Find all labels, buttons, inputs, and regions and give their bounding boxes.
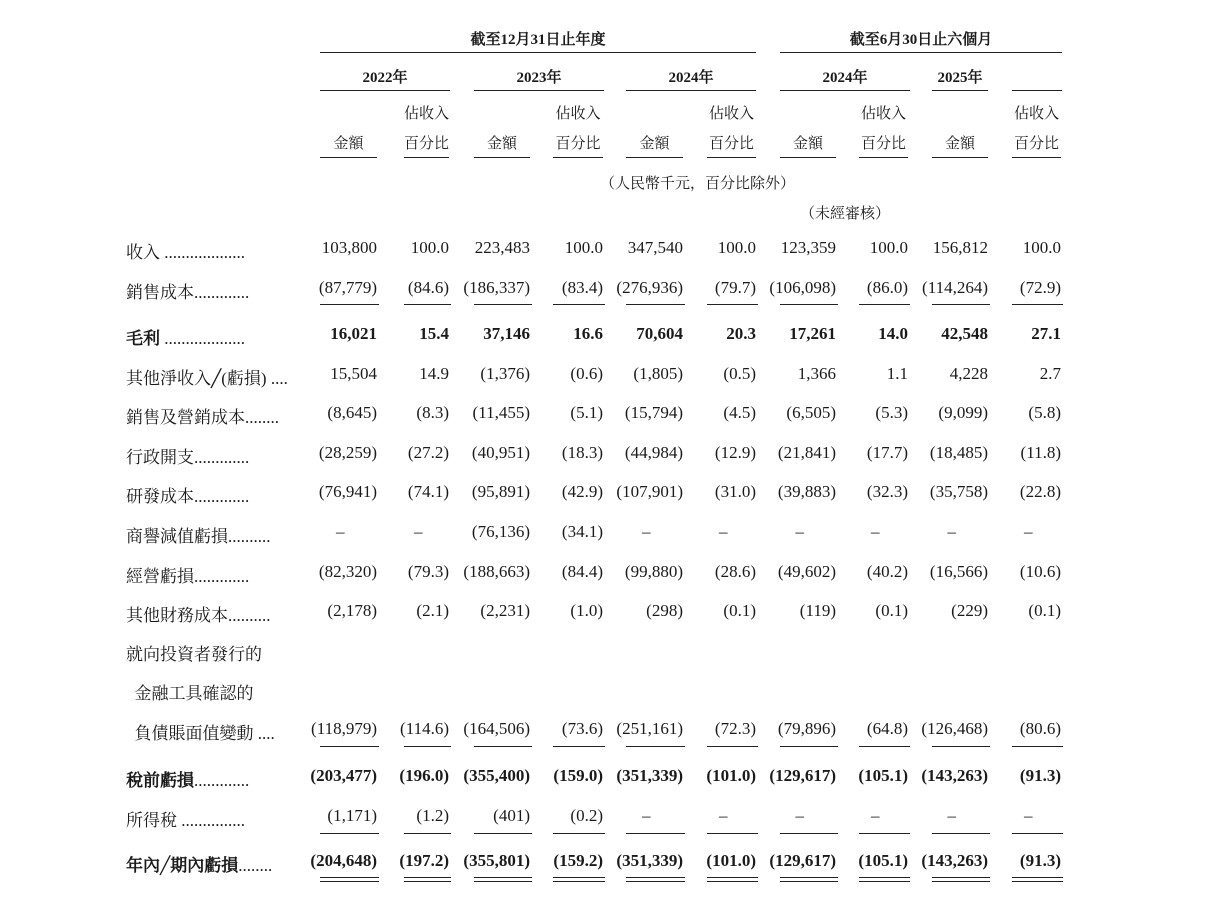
table-cell: (80.6) — [1019, 719, 1061, 738]
table-cell: (105.1) — [858, 766, 908, 785]
table-cell: – — [795, 522, 804, 541]
subtotal-rule — [780, 746, 838, 747]
table-cell: 123,359 — [780, 238, 836, 257]
group-rule-annual — [320, 52, 756, 53]
table-cell: (164,506) — [463, 719, 530, 738]
total-double-rule — [1012, 877, 1063, 882]
table-cell: – — [642, 806, 651, 825]
subtotal-rule — [320, 833, 379, 834]
row-label — [126, 238, 245, 263]
total-double-rule — [553, 877, 605, 882]
row-label-text: 研發成本 — [126, 487, 194, 506]
table-cell: (1,376) — [480, 364, 530, 383]
table-cell: (64.8) — [866, 719, 908, 738]
table-cell: (11,455) — [472, 403, 530, 422]
table-cell: – — [871, 522, 880, 541]
subtotal-rule — [707, 746, 758, 747]
column-header-amount: 金額 — [333, 136, 364, 152]
column-header-rule — [553, 157, 603, 158]
table-cell: (118,979) — [311, 719, 377, 738]
table-cell: – — [795, 806, 804, 825]
row-label-text: 行政開支 — [126, 448, 194, 467]
table-cell: – — [1024, 806, 1033, 825]
row-label — [126, 766, 249, 791]
row-label-text: 其他財務成本 — [126, 606, 228, 625]
column-header-percent-line1: 佔收入 — [860, 106, 906, 122]
year-header: 2024年 — [822, 70, 868, 86]
table-cell: (72.9) — [1019, 278, 1061, 297]
column-header-percent-line2: 百分比 — [708, 136, 754, 152]
subtotal-rule — [626, 746, 685, 747]
column-header-rule — [859, 157, 908, 158]
row-leader-dots: ................... — [160, 243, 245, 262]
table-cell: (32.3) — [866, 482, 908, 501]
row-label — [126, 482, 249, 507]
column-header-rule — [404, 157, 449, 158]
subtotal-rule — [707, 304, 758, 305]
subtotal-rule — [474, 304, 532, 305]
table-cell: (351,339) — [616, 766, 683, 785]
table-cell: 37,146 — [483, 324, 530, 343]
row-leader-dots: ............. — [194, 567, 250, 586]
row-label-text: 商譽減值虧損 — [126, 527, 228, 546]
column-header-rule — [626, 157, 683, 158]
table-cell: (6,505) — [786, 403, 836, 422]
table-cell: (21,841) — [777, 443, 836, 462]
table-cell: (31.0) — [714, 482, 756, 501]
table-cell: (197.2) — [399, 851, 449, 870]
table-cell: (1.0) — [570, 601, 603, 620]
table-cell: (83.4) — [561, 278, 603, 297]
row-leader-dots: ........ — [238, 856, 273, 875]
table-cell: (159.0) — [553, 766, 603, 785]
table-cell: (106,098) — [769, 278, 836, 297]
row-leader-dots: .......... — [228, 527, 271, 546]
row-label-text: 銷售成本 — [126, 283, 194, 302]
table-cell: (203,477) — [310, 766, 377, 785]
table-cell: (8.3) — [416, 403, 449, 422]
table-cell: (298) — [646, 601, 683, 620]
group-header-interim: 截至6月30日止六個月 — [849, 32, 993, 48]
column-header-rule — [474, 157, 530, 158]
table-cell: (95,891) — [471, 482, 530, 501]
subtotal-rule — [404, 304, 451, 305]
subtotal-rule — [320, 304, 379, 305]
row-label — [126, 640, 262, 665]
unaudited-note: （未經審核） — [799, 206, 890, 222]
table-cell: 100.0 — [410, 238, 449, 257]
subtotal-rule — [1012, 833, 1063, 834]
table-cell: 27.1 — [1031, 324, 1061, 343]
table-cell: (204,648) — [310, 851, 377, 870]
table-cell: (39,883) — [777, 482, 836, 501]
table-cell: (0.5) — [723, 364, 756, 383]
subtotal-rule — [404, 833, 451, 834]
subtotal-rule — [553, 833, 605, 834]
row-leader-dots: .... — [266, 369, 288, 388]
table-cell: (72.3) — [714, 719, 756, 738]
table-cell: – — [947, 522, 956, 541]
row-label-text: 所得稅 — [126, 811, 177, 830]
column-header-percent-line2: 百分比 — [555, 136, 601, 152]
row-label — [126, 522, 271, 547]
column-header-percent-line2: 百分比 — [860, 136, 906, 152]
table-cell: 100.0 — [564, 238, 603, 257]
column-header-percent-line2: 百分比 — [1013, 136, 1059, 152]
table-cell: – — [719, 522, 728, 541]
table-cell: (188,663) — [463, 562, 530, 581]
column-header-percent-line1: 佔收入 — [555, 106, 601, 122]
table-cell: (1,171) — [327, 806, 377, 825]
column-header-amount: 金額 — [792, 136, 823, 152]
table-cell: 16.6 — [573, 324, 603, 343]
table-cell: 14.9 — [419, 364, 449, 383]
table-cell: (35,758) — [929, 482, 988, 501]
row-label — [126, 324, 245, 349]
row-label-text: 收入 — [126, 243, 160, 262]
column-header-rule — [707, 157, 756, 158]
table-cell: (91.3) — [1019, 766, 1061, 785]
table-cell: (76,136) — [471, 522, 530, 541]
table-cell: (159.2) — [553, 851, 603, 870]
table-cell: (0.2) — [570, 806, 603, 825]
subtotal-rule — [859, 833, 910, 834]
column-header-amount: 金額 — [944, 136, 975, 152]
table-cell: (17.7) — [866, 443, 908, 462]
subtotal-rule — [859, 746, 910, 747]
row-leader-dots: ............. — [194, 487, 250, 506]
table-cell: (186,337) — [463, 278, 530, 297]
row-label-text: 稅前虧損 — [126, 771, 194, 790]
table-cell: (1.2) — [416, 806, 449, 825]
subtotal-rule — [474, 833, 532, 834]
table-cell: – — [719, 806, 728, 825]
subtotal-rule — [932, 304, 990, 305]
total-double-rule — [404, 877, 451, 882]
table-cell: (18.3) — [561, 443, 603, 462]
row-leader-dots: ............. — [194, 448, 250, 467]
row-label-text: 負債賬面值變動 — [126, 724, 254, 743]
table-cell: (76,941) — [318, 482, 377, 501]
column-header-percent-line1: 佔收入 — [1013, 106, 1059, 122]
table-cell: (5.3) — [875, 403, 908, 422]
subtotal-rule — [780, 304, 838, 305]
table-cell: (22.8) — [1019, 482, 1061, 501]
table-cell: (2,231) — [480, 601, 530, 620]
table-cell: (105.1) — [858, 851, 908, 870]
table-cell: (84.6) — [407, 278, 449, 297]
table-cell: (34.1) — [561, 522, 603, 541]
table-cell: (251,161) — [616, 719, 683, 738]
table-cell: (276,936) — [616, 278, 683, 297]
row-label — [126, 443, 249, 468]
total-double-rule — [859, 877, 910, 882]
row-label — [126, 562, 249, 587]
column-header-rule — [320, 157, 377, 158]
table-cell: 2.7 — [1039, 364, 1061, 383]
column-header-percent-line2: 百分比 — [404, 136, 450, 152]
total-double-rule — [320, 877, 379, 882]
row-leader-dots: ............. — [194, 771, 250, 790]
table-cell: (351,339) — [616, 851, 683, 870]
table-cell: (0.6) — [570, 364, 603, 383]
row-label-text: 毛利 — [126, 329, 160, 348]
table-cell: 1.1 — [886, 364, 908, 383]
column-header-percent-line1: 佔收入 — [708, 106, 754, 122]
column-header-amount: 金額 — [486, 136, 517, 152]
table-cell: (2.1) — [416, 601, 449, 620]
row-label — [126, 364, 288, 389]
table-cell: (73.6) — [561, 719, 603, 738]
subtotal-rule — [404, 746, 451, 747]
table-cell: (129,617) — [769, 851, 836, 870]
table-cell: – — [336, 522, 345, 541]
subtotal-rule — [932, 833, 990, 834]
row-label-text: 其他淨收入╱(虧損) — [126, 369, 267, 388]
table-cell: (28.6) — [714, 562, 756, 581]
table-cell: (84.4) — [561, 562, 603, 581]
table-cell: (229) — [951, 601, 988, 620]
table-cell: (129,617) — [769, 766, 836, 785]
table-cell: (0.1) — [875, 601, 908, 620]
year-header: 2025年 — [937, 70, 983, 86]
table-cell: (5.8) — [1028, 403, 1061, 422]
table-cell: 347,540 — [627, 238, 683, 257]
table-cell: (401) — [493, 806, 530, 825]
table-cell: 223,483 — [474, 238, 530, 257]
table-cell: (42.9) — [561, 482, 603, 501]
table-cell: – — [414, 522, 423, 541]
row-leader-dots: ................... — [160, 329, 245, 348]
table-cell: (82,320) — [318, 562, 377, 581]
table-cell: – — [871, 806, 880, 825]
row-leader-dots: ........ — [245, 408, 279, 427]
year-header: 2024年 — [668, 70, 714, 86]
column-header-amount: 金額 — [639, 136, 670, 152]
table-cell: (355,400) — [463, 766, 530, 785]
table-cell: 20.3 — [726, 324, 756, 343]
table-cell: 42,548 — [941, 324, 988, 343]
row-leader-dots: ............. — [194, 283, 250, 302]
table-cell: (8,645) — [327, 403, 377, 422]
table-cell: (79.7) — [714, 278, 756, 297]
table-cell: (5.1) — [570, 403, 603, 422]
table-cell: 17,261 — [789, 324, 836, 343]
row-leader-dots: ............... — [177, 811, 245, 830]
row-leader-dots: .... — [253, 724, 275, 743]
year-rule — [474, 90, 604, 91]
table-cell: (107,901) — [616, 482, 683, 501]
table-cell: (9,099) — [938, 403, 988, 422]
table-cell: (1,805) — [633, 364, 683, 383]
table-cell: (0.1) — [1028, 601, 1061, 620]
row-label-text: 經營虧損 — [126, 567, 194, 586]
table-cell: (87,779) — [318, 278, 377, 297]
table-cell: 100.0 — [1022, 238, 1061, 257]
total-double-rule — [474, 877, 532, 882]
table-cell: 15,504 — [330, 364, 377, 383]
subtotal-rule — [780, 833, 838, 834]
table-cell: 4,228 — [949, 364, 988, 383]
subtotal-rule — [707, 833, 758, 834]
table-cell: – — [947, 806, 956, 825]
row-label-text: 年內╱期內虧損 — [126, 856, 239, 875]
row-label — [126, 806, 245, 831]
table-cell: (99,880) — [624, 562, 683, 581]
year-rule — [932, 90, 988, 91]
table-cell: (101.0) — [706, 851, 756, 870]
total-double-rule — [626, 877, 685, 882]
column-header-rule — [932, 157, 988, 158]
table-cell: (114.6) — [400, 719, 449, 738]
subtotal-rule — [932, 746, 990, 747]
table-cell: 15.4 — [419, 324, 449, 343]
table-cell: (355,801) — [463, 851, 530, 870]
year-rule — [780, 90, 910, 91]
row-label — [126, 719, 275, 744]
table-cell: (18,485) — [929, 443, 988, 462]
row-label — [126, 601, 271, 626]
year-rule — [1012, 90, 1062, 91]
total-double-rule — [780, 877, 838, 882]
year-rule — [320, 90, 450, 91]
table-cell: (91.3) — [1019, 851, 1061, 870]
subtotal-rule — [859, 304, 910, 305]
total-double-rule — [932, 877, 990, 882]
table-cell: 70,604 — [636, 324, 683, 343]
row-label — [126, 679, 254, 704]
year-header: 2022年 — [362, 70, 408, 86]
row-label — [126, 851, 272, 876]
table-cell: (12.9) — [714, 443, 756, 462]
group-header-annual: 截至12月31日止年度 — [470, 32, 606, 48]
year-rule — [626, 90, 756, 91]
row-label-text: 金融工具確認的 — [126, 684, 254, 703]
table-cell: (44,984) — [624, 443, 683, 462]
table-cell: – — [1024, 522, 1033, 541]
table-cell: (27.2) — [407, 443, 449, 462]
table-cell: (86.0) — [866, 278, 908, 297]
subtotal-rule — [626, 833, 685, 834]
subtotal-rule — [1012, 746, 1063, 747]
table-cell: (11.8) — [1020, 443, 1061, 462]
table-cell: (10.6) — [1019, 562, 1061, 581]
table-cell: (143,263) — [921, 851, 988, 870]
column-header-rule — [1012, 157, 1061, 158]
subtotal-rule — [1012, 304, 1063, 305]
column-header-rule — [780, 157, 836, 158]
table-cell: (16,566) — [929, 562, 988, 581]
table-cell: (126,468) — [921, 719, 988, 738]
table-cell: – — [642, 522, 651, 541]
column-header-percent-line1: 佔收入 — [404, 106, 450, 122]
table-cell: (40,951) — [471, 443, 530, 462]
table-cell: (15,794) — [624, 403, 683, 422]
table-cell: (4.5) — [723, 403, 756, 422]
table-cell: (101.0) — [706, 766, 756, 785]
table-cell: (40.2) — [866, 562, 908, 581]
table-cell: (2,178) — [327, 601, 377, 620]
table-cell: (79.3) — [407, 562, 449, 581]
table-cell: (114,264) — [922, 278, 988, 297]
row-label — [126, 278, 249, 303]
subtotal-rule — [626, 304, 685, 305]
table-cell: 156,812 — [932, 238, 988, 257]
row-leader-dots: .......... — [228, 606, 271, 625]
table-cell: (79,896) — [777, 719, 836, 738]
table-cell: 14.0 — [878, 324, 908, 343]
total-double-rule — [707, 877, 758, 882]
group-rule-interim — [780, 52, 1062, 53]
subtotal-rule — [320, 746, 379, 747]
table-cell: (49,602) — [777, 562, 836, 581]
table-cell: (0.1) — [723, 601, 756, 620]
table-cell: (74.1) — [407, 482, 449, 501]
subtotal-rule — [474, 746, 532, 747]
table-cell: 1,366 — [797, 364, 836, 383]
row-label-text: 就向投資者發行的 — [126, 645, 262, 664]
unit-note: （人民幣千元，百分比除外） — [600, 176, 796, 192]
table-cell: (28,259) — [318, 443, 377, 462]
table-cell: (143,263) — [921, 766, 988, 785]
table-cell: 103,800 — [321, 238, 377, 257]
year-header: 2023年 — [516, 70, 562, 86]
row-label — [126, 403, 279, 428]
table-cell: (196.0) — [399, 766, 449, 785]
subtotal-rule — [553, 746, 605, 747]
row-label-text: 銷售及營銷成本 — [126, 408, 245, 427]
table-cell: (119) — [799, 601, 836, 620]
subtotal-rule — [553, 304, 605, 305]
table-cell: 16,021 — [330, 324, 377, 343]
table-cell: 100.0 — [717, 238, 756, 257]
table-cell: 100.0 — [869, 238, 908, 257]
